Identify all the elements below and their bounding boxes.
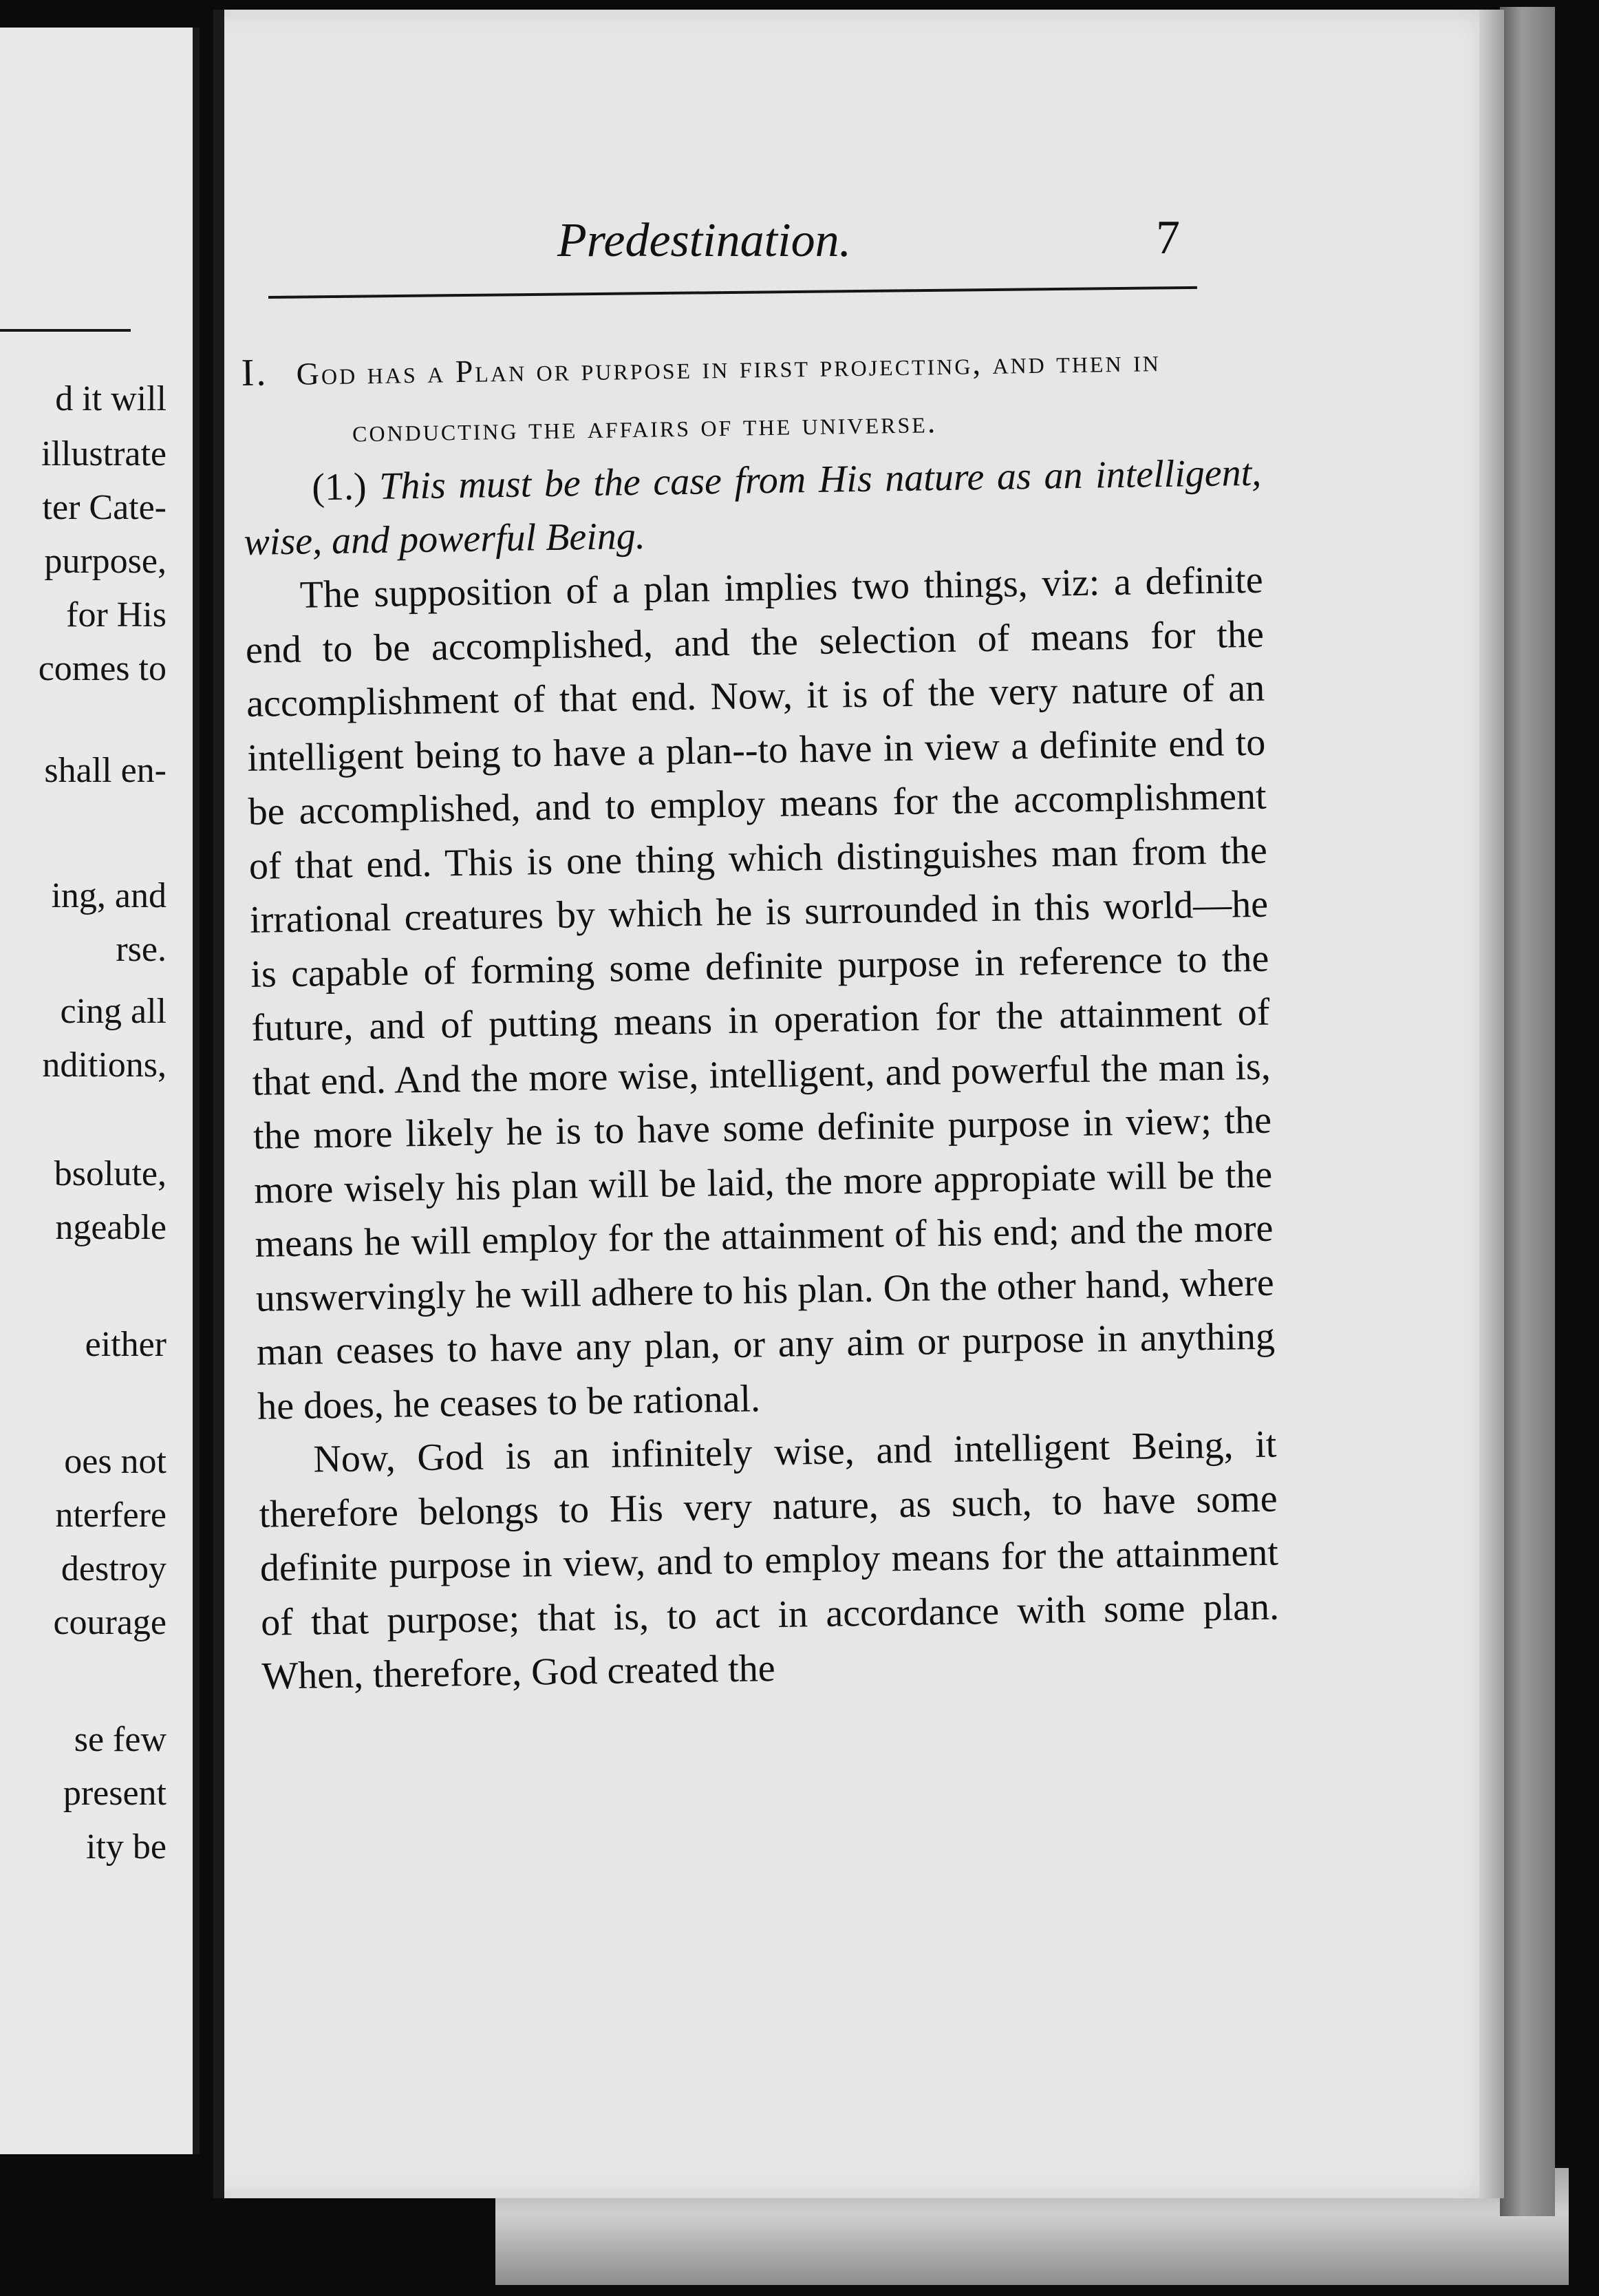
left-page-line: either	[85, 1325, 167, 1364]
subsection-number: (1.)	[311, 465, 367, 509]
left-page-line: nditions,	[42, 1045, 167, 1085]
left-page-line: se few	[74, 1720, 167, 1759]
left-page-line: purpose,	[44, 542, 167, 581]
page-number: 7	[1156, 211, 1180, 264]
left-page-line: for His	[66, 595, 167, 635]
page-body	[241, 328, 1280, 1704]
section-heading-text: God has a Plan or purpose in first projecting, and then in conducting the affairs of the universe.	[296, 343, 1161, 449]
section-number: I.	[241, 351, 268, 394]
page-edge	[1479, 10, 1504, 2198]
left-page-line: ngeable	[55, 1208, 167, 1247]
left-page-line: ing, and	[51, 876, 167, 915]
left-page-line: rse.	[116, 930, 167, 969]
book-edge-shadow	[1500, 7, 1555, 2216]
left-page-rule	[0, 329, 131, 332]
subsection-heading-text: This must be the case from His nature as an intelligent, wise, and powerful Being.	[244, 451, 1262, 564]
left-page-line: courage	[53, 1603, 167, 1642]
subsection-heading	[243, 446, 1263, 569]
left-page-line: comes to	[38, 649, 167, 688]
body-paragraph: The supposition of a plan implies two things, viz: a definite end to be accomplished, and the selection of means for the accomplishment of that end. Now, it is of the very nature of an intelligent being to have a plan--to have in view a definite end to be accomplished, and to employ means for the accomplishment of that end. This is one thing which distinguishes man from the irrational creatures by which he is surrounded in this world—he is capable of forming some definite purpose in reference to the future, and of putting means in operation for the attainment of that end. And the more wise, intelligent, and powerful the man is, the more likely he is to have some definite purpose in view; the more wisely his plan will be laid, the more appropiate will be the means he will employ for the attainment of his end; and the more unswervingly he will adhere to his plan. On the other hand, where man ceases to have any plan, or any aim or purpose in anything he does, he ceases to be rational.	[245, 558, 1276, 1428]
left-page-line: oes not	[64, 1442, 167, 1481]
left-page-line: destroy	[61, 1549, 167, 1588]
body-paragraph: Now, God is an infinitely wise, and intelligent Being, it therefore belongs to His very nature, as such, to have some definite purpose in view, and to employ means for the attainment of that purpose; that is, to act in accordance with some plan. When, therefore, God created the	[259, 1423, 1280, 1698]
left-page-line: present	[63, 1774, 167, 1813]
left-page-line: bsolute,	[54, 1154, 167, 1193]
running-head: Predestination.	[557, 214, 852, 267]
left-page-line: illustrate	[41, 434, 167, 474]
left-page-line: d it will	[55, 379, 167, 418]
left-page-line: cing all	[60, 992, 167, 1031]
left-page-line: shall en-	[44, 751, 167, 790]
left-page-line: nterfere	[55, 1496, 167, 1535]
left-page	[0, 28, 200, 2154]
section-heading	[241, 328, 1261, 462]
left-page-line: ter Cate-	[42, 488, 167, 527]
left-page-line: ity be	[86, 1827, 167, 1867]
